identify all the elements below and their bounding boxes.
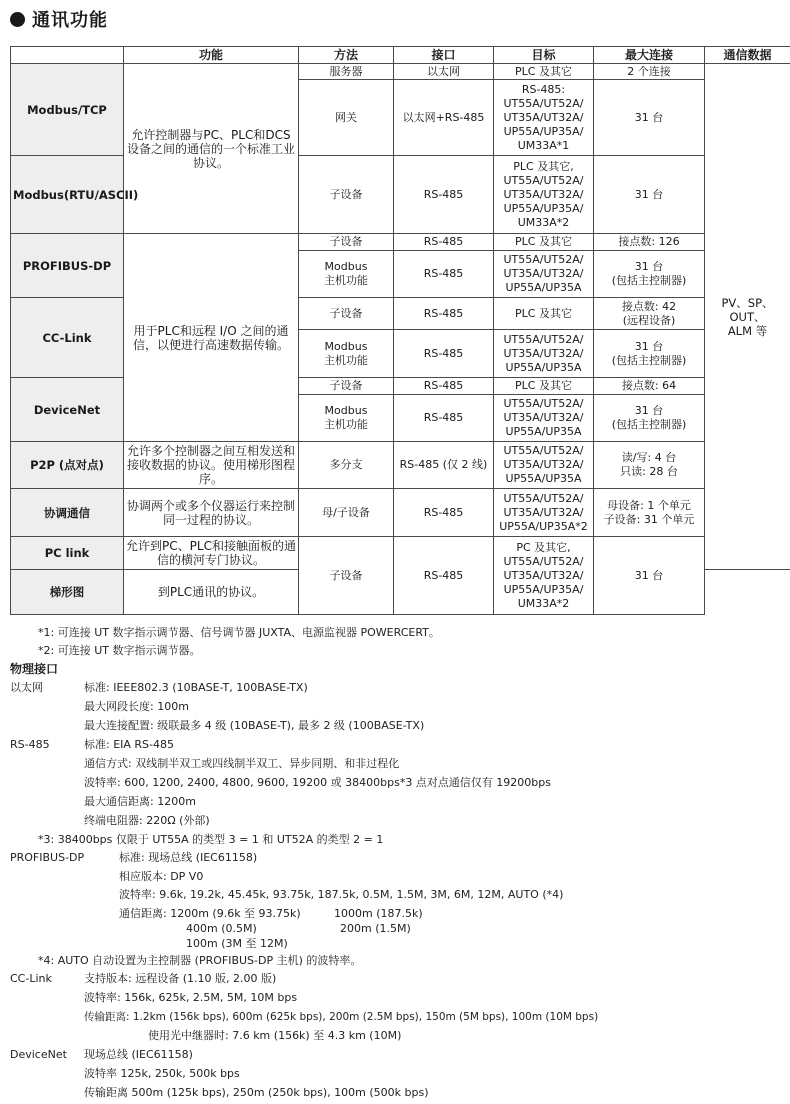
footnote-2: *2: 可连接 UT 数字指示调节器。 xyxy=(38,644,201,657)
devicenet-spec: 现场总线 (IEC61158) xyxy=(84,1048,193,1061)
interface-cell: RS-485 xyxy=(394,395,494,442)
max-connection-cell: 31 台 xyxy=(594,537,705,615)
target-cell: UT55A/UT52A/ UT35A/UT32A/ UP55A/UP35A xyxy=(494,442,594,489)
profibus-label: PROFIBUS-DP xyxy=(10,851,85,864)
interface-cell: 以太网+RS-485 xyxy=(394,80,494,156)
cc-link-spec: 使用光中继器时: 7.6 km (156k) 至 4.3 km (10M) xyxy=(148,1029,402,1042)
target-cell: PLC 及其它 xyxy=(494,64,594,80)
footnote-4: *4: AUTO 自动设置为主控制器 (PROFIBUS-DP 主机) 的波特率。 xyxy=(38,954,362,967)
header-method: 方法 xyxy=(299,47,394,64)
interface-cell: RS-485 xyxy=(394,489,494,537)
function-pc-link: 允许到PC、PLC和接触面板的通信的横河专门协议。 xyxy=(124,537,299,570)
table-row xyxy=(11,442,790,489)
communication-table xyxy=(10,46,790,615)
method-cell: Modbus 主机功能 xyxy=(299,251,394,298)
target-cell: UT55A/UT52A/ UT35A/UT32A/ UP55A/UP35A*2 xyxy=(494,489,594,537)
function-fieldbus: 用于PLC和远程 I/O 之间的通信，以便进行高速数据传输。 xyxy=(124,234,299,442)
interface-cell: RS-485 xyxy=(394,156,494,234)
protocol-devicenet: DeviceNet xyxy=(11,378,124,442)
interface-cell: 以太网 xyxy=(394,64,494,80)
target-cell: PLC 及其它, UT55A/UT52A/ UT35A/UT32A/ UP55A/UP35A/ UM33A*2 xyxy=(494,156,594,234)
bullet-icon xyxy=(10,12,25,27)
interface-cell: RS-485 xyxy=(394,234,494,251)
physical-interface-title: 物理接口 xyxy=(10,662,59,676)
header-protocol xyxy=(11,47,124,64)
protocol-modbus-tcp: Modbus/TCP xyxy=(11,64,124,156)
footnote-1: *1: 可连接 UT 数字指示调节器、信号调节器 JUXTA、电源监视器 POWERCERT。 xyxy=(38,626,440,639)
function-p2p: 允许多个控制器之间互相发送和接收数据的协议。使用梯形图程序。 xyxy=(124,442,299,489)
interface-cell: RS-485 xyxy=(394,378,494,395)
header-interface: 接口 xyxy=(394,47,494,64)
rs485-spec: 波特率: 600, 1200, 2400, 4800, 9600, 19200 或 38400bps*3 点对点通信仅有 19200bps xyxy=(84,776,551,789)
target-cell: UT55A/UT52A/ UT35A/UT32A/ UP55A/UP35A xyxy=(494,330,594,378)
devicenet-spec: 传输距离 500m (125k bps), 250m (250k bps), 100m (500k bps) xyxy=(84,1086,429,1099)
max-connection-cell: 31 台 (包括主控制器) xyxy=(594,330,705,378)
method-cell: 子设备 xyxy=(299,234,394,251)
cc-link-spec: 波特率: 156k, 625k, 2.5M, 5M, 10M bps xyxy=(84,991,298,1004)
protocol-profibus: PROFIBUS-DP xyxy=(11,234,124,298)
devicenet-label: DeviceNet xyxy=(10,1048,67,1061)
function-modbus: 允许控制器与PC、PLC和DCS设备之间的通信的一个标准工业协议。 xyxy=(124,64,299,234)
protocol-p2p: P2P (点对点) xyxy=(11,442,124,489)
max-connection-cell: 31 台 (包括主控制器) xyxy=(594,395,705,442)
ethernet-spec: 最大连接配置: 级联最多 4 级 (10BASE-T), 最多 2 级 (100BASE-TX) xyxy=(84,719,425,732)
max-connection-cell: 接点数: 64 xyxy=(594,378,705,395)
protocol-modbus-rtu: Modbus(RTU/ASCII) xyxy=(11,156,124,234)
header-max-connection: 最大连接 xyxy=(594,47,705,64)
method-cell: Modbus 主机功能 xyxy=(299,395,394,442)
profibus-spec: 波特率: 9.6k, 19.2k, 45.45k, 93.75k, 187.5k, 0.5M, 1.5M, 3M, 6M, 12M, AUTO (*4) xyxy=(119,888,564,901)
method-cell: Modbus 主机功能 xyxy=(299,330,394,378)
max-connection-cell: 读/写: 4 台 只读: 28 台 xyxy=(594,442,705,489)
interface-cell: RS-485 xyxy=(394,251,494,298)
rs485-spec: 终端电阻器: 220Ω (外部) xyxy=(84,814,210,827)
profibus-spec: 200m (1.5M) xyxy=(340,922,411,935)
method-cell: 多分支 xyxy=(299,442,394,489)
method-cell: 子设备 xyxy=(299,378,394,395)
profibus-spec: 400m (0.5M) xyxy=(186,922,257,935)
table-row xyxy=(11,489,790,537)
table-row xyxy=(11,234,790,251)
max-connection-cell: 31 台 (包括主控制器) xyxy=(594,251,705,298)
method-cell: 母/子设备 xyxy=(299,489,394,537)
rs485-label: RS-485 xyxy=(10,738,50,751)
max-connection-cell: 母设备: 1 个单元 子设备: 31 个单元 xyxy=(594,489,705,537)
cc-link-label: CC-Link xyxy=(10,972,52,985)
profibus-spec: 1000m (187.5k) xyxy=(334,907,423,920)
profibus-spec: 标准: 现场总线 (IEC61158) xyxy=(119,851,258,864)
table-header-row xyxy=(11,47,790,64)
protocol-ladder: 梯形图 xyxy=(11,570,124,615)
interface-cell: RS-485 xyxy=(394,298,494,330)
target-cell: PC 及其它, UT55A/UT52A/ UT35A/UT32A/ UP55A/UP35A/ UM33A*2 xyxy=(494,537,594,615)
ethernet-label: 以太网 xyxy=(10,681,43,694)
header-comm-data: 通信数据 xyxy=(705,47,790,64)
method-cell: 子设备 xyxy=(299,156,394,234)
target-cell: PLC 及其它 xyxy=(494,234,594,251)
protocol-coordinated: 协调通信 xyxy=(11,489,124,537)
method-cell: 服务器 xyxy=(299,64,394,80)
devicenet-spec: 波特率 125k, 250k, 500k bps xyxy=(84,1067,240,1080)
header-function: 功能 xyxy=(124,47,299,64)
rs485-spec: 标准: EIA RS-485 xyxy=(84,738,175,751)
protocol-cc-link: CC-Link xyxy=(11,298,124,378)
method-cell: 子设备 xyxy=(299,537,394,615)
section-heading xyxy=(10,6,108,32)
cc-link-spec: 支持版本: 远程设备 (1.10 版, 2.00 版) xyxy=(84,972,277,985)
target-cell: RS-485: UT55A/UT52A/ UT35A/UT32A/ UP55A/UP35A/ UM33A*1 xyxy=(494,80,594,156)
profibus-spec: 100m (3M 至 12M) xyxy=(186,937,288,950)
profibus-spec: 通信距离: 1200m (9.6k 至 93.75k) xyxy=(119,907,301,920)
header-target: 目标 xyxy=(494,47,594,64)
footnote-3: *3: 38400bps 仅限于 UT55A 的类型 3 = 1 和 UT52A 的类型 2 = 1 xyxy=(38,833,384,846)
cc-link-spec: 传输距离: 1.2km (156k bps), 600m (625k bps), 200m (2.5M bps), 150m (5M bps), 100m (10M bps) xyxy=(84,1011,599,1023)
interface-cell: RS-485 xyxy=(394,330,494,378)
max-connection-cell: 接点数: 42 (远程设备) xyxy=(594,298,705,330)
interface-cell: RS-485 (仅 2 线) xyxy=(394,442,494,489)
max-connection-cell: 31 台 xyxy=(594,156,705,234)
table-row xyxy=(11,537,790,570)
function-ladder: 到PLC通讯的协议。 xyxy=(124,570,299,615)
ethernet-spec: 最大网段长度: 100m xyxy=(84,700,189,713)
target-cell: UT55A/UT52A/ UT35A/UT32A/ UP55A/UP35A xyxy=(494,251,594,298)
function-coordinated: 协调两个或多个仪器运行来控制同一过程的协议。 xyxy=(124,489,299,537)
rs485-spec: 通信方式: 双线制半双工或四线制半双工、异步同期、和非过程化 xyxy=(84,757,400,770)
method-cell: 子设备 xyxy=(299,298,394,330)
comm-data-cell: PV、SP、OUT、 ALM 等 xyxy=(705,64,790,570)
profibus-spec: 相应版本: DP V0 xyxy=(119,870,204,883)
target-cell: UT55A/UT52A/ UT35A/UT32A/ UP55A/UP35A xyxy=(494,395,594,442)
max-connection-cell: 2 个连接 xyxy=(594,64,705,80)
target-cell: PLC 及其它 xyxy=(494,378,594,395)
interface-cell: RS-485 xyxy=(394,537,494,615)
target-cell: PLC 及其它 xyxy=(494,298,594,330)
method-cell: 网关 xyxy=(299,80,394,156)
max-connection-cell: 31 台 xyxy=(594,80,705,156)
max-connection-cell: 接点数: 126 xyxy=(594,234,705,251)
table-row xyxy=(11,64,790,80)
section-title: 通讯功能 xyxy=(32,10,108,31)
rs485-spec: 最大通信距离: 1200m xyxy=(84,795,196,808)
ethernet-spec: 标准: IEEE802.3 (10BASE-T, 100BASE-TX) xyxy=(84,681,308,694)
protocol-pc-link: PC link xyxy=(11,537,124,570)
